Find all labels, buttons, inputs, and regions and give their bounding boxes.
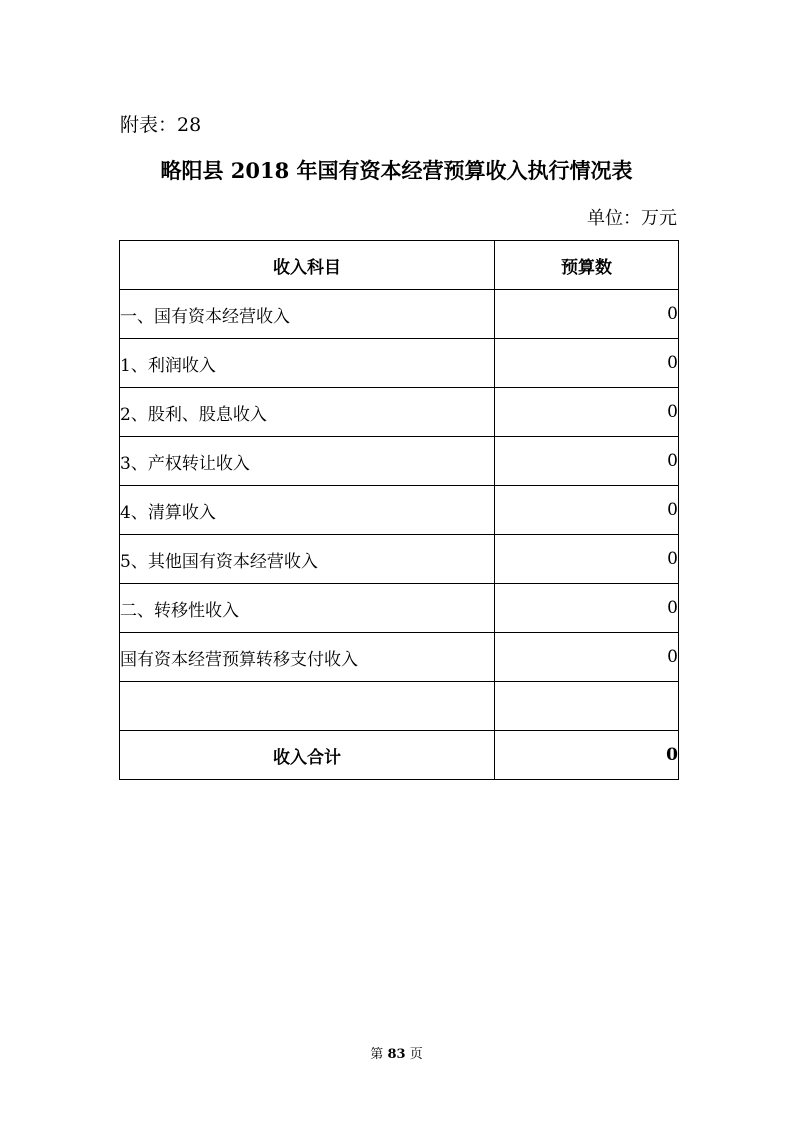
attachment-label: 附表：28 xyxy=(120,114,202,136)
row-amount xyxy=(495,682,679,731)
table-row xyxy=(120,633,679,682)
row-item: 5、其他国有资本经营收入 xyxy=(120,535,495,584)
unit-label: 单位：万元 xyxy=(587,208,677,229)
row-item: 一、国有资本经营收入 xyxy=(120,290,495,339)
budget-table xyxy=(119,240,679,780)
table-row xyxy=(120,388,679,437)
row-amount: 0 xyxy=(495,437,679,486)
total-row xyxy=(120,731,679,780)
row-amount: 0 xyxy=(495,486,679,535)
page-number xyxy=(0,1043,793,1062)
table-row xyxy=(120,437,679,486)
table-row xyxy=(120,486,679,535)
table-row xyxy=(120,584,679,633)
row-item: 3、产权转让收入 xyxy=(120,437,495,486)
column-header-amount: 预算数 xyxy=(495,241,679,290)
row-item xyxy=(120,682,495,731)
row-item: 1、利润收入 xyxy=(120,339,495,388)
row-item: 二、转移性收入 xyxy=(120,584,495,633)
table-row-empty xyxy=(120,682,679,731)
row-item: 4、清算收入 xyxy=(120,486,495,535)
row-amount: 0 xyxy=(495,290,679,339)
column-header-item: 收入科目 xyxy=(120,241,495,290)
row-amount: 0 xyxy=(495,388,679,437)
table-row xyxy=(120,290,679,339)
table-row xyxy=(120,339,679,388)
page-number-prefix: 第 xyxy=(370,1047,384,1062)
total-amount: 0 xyxy=(495,731,679,780)
table-header-row xyxy=(120,241,679,290)
page-number-suffix: 页 xyxy=(409,1047,423,1062)
row-item: 2、股利、股息收入 xyxy=(120,388,495,437)
page-title: 略阳县 2018 年国有资本经营预算收入执行情况表 xyxy=(160,158,633,183)
row-amount: 0 xyxy=(495,633,679,682)
row-amount: 0 xyxy=(495,535,679,584)
row-item: 国有资本经营预算转移支付收入 xyxy=(120,633,495,682)
row-amount: 0 xyxy=(495,339,679,388)
total-label: 收入合计 xyxy=(120,731,495,780)
page-number-value: 83 xyxy=(387,1047,406,1062)
row-amount: 0 xyxy=(495,584,679,633)
table-row xyxy=(120,535,679,584)
